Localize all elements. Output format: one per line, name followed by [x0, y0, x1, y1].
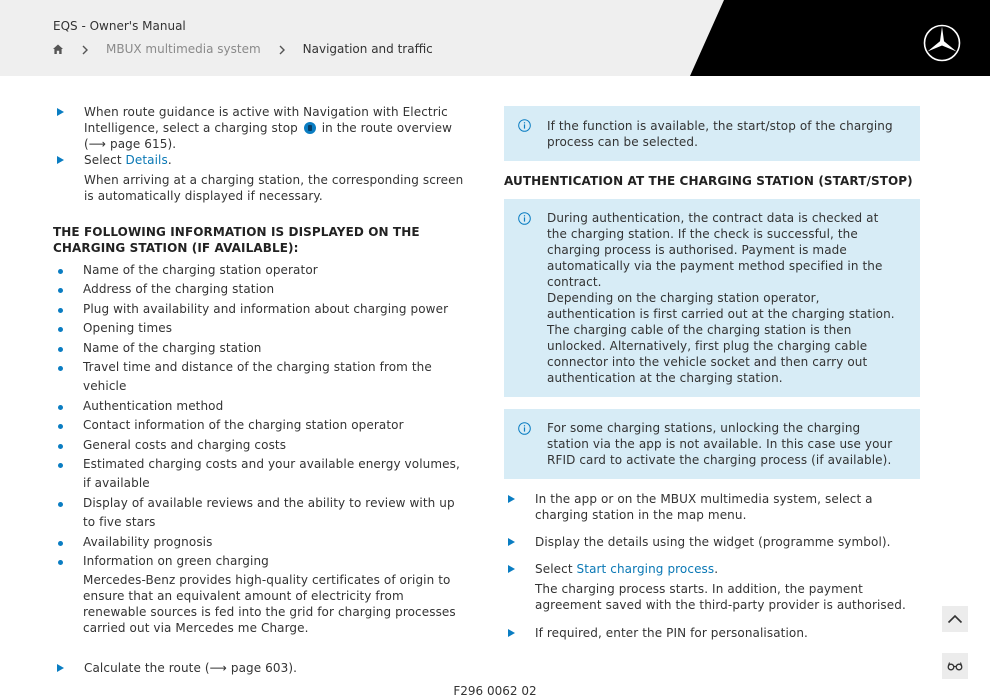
chevron-right-icon	[80, 44, 90, 54]
scroll-to-top-button[interactable]	[942, 606, 968, 632]
list-item: General costs and charging costs	[53, 436, 469, 455]
info-icon	[518, 119, 531, 132]
reading-mode-button[interactable]	[942, 653, 968, 679]
breadcrumb-mbux-link[interactable]: MBUX multimedia system	[106, 42, 261, 56]
info-bullet-list	[53, 261, 469, 572]
glasses-icon	[947, 661, 963, 671]
step-result: The charging process starts. In addition, the payment agreement saved with the third-party provider is authorised.	[535, 582, 906, 612]
list-item: Contact information of the charging station operator	[53, 416, 469, 435]
step-select-details: Select Details. When arriving at a charging station, the corresponding screen is automatically displayed if necessary.	[53, 152, 469, 204]
section-heading-authentication: AUTHENTICATION AT THE CHARGING STATION (START/STOP)	[504, 174, 913, 188]
step-calculate-route: Calculate the route (⟶ page 603).	[53, 660, 469, 676]
list-item: Plug with availability and information about charging power	[53, 300, 469, 319]
step-arrow-icon	[57, 108, 64, 116]
step-arrow-icon	[57, 156, 64, 164]
step-arrow-icon	[57, 664, 64, 672]
home-icon[interactable]	[52, 43, 64, 55]
start-charging-process-link[interactable]: Start charging process	[576, 562, 715, 576]
document-code: F296 0062 02	[453, 684, 537, 698]
list-item: Opening times	[53, 319, 469, 338]
charging-stop-icon	[304, 122, 316, 134]
step-select-charging-stop: When route guidance is active with Navigation with Electric Intelligence, select a charging stop in the route overview (⟶ page 615).	[53, 104, 469, 152]
step-arrow-icon	[508, 629, 515, 637]
chevron-up-icon	[947, 614, 963, 624]
step-arrow-icon	[508, 495, 515, 503]
list-item: Estimated charging costs and your available energy volumes, if available	[53, 455, 469, 494]
page-header	[0, 0, 990, 76]
info-box-authentication: During authentication, the contract data is checked at the charging station. If the check is successful, the charging process is authorised. Payment is made automatically via the payment method specified in the contract. Depending on the charging station operator, authentication is first carried out at the charging station. The charging cable of the charging station is then unlocked. Alternatively, first plug the charging cable connector into the vehicle socket and then carry out authentication at the charging station.	[504, 199, 920, 397]
info-icon	[518, 212, 531, 225]
list-item: Information on green charging	[53, 552, 469, 571]
chevron-right-icon	[277, 44, 287, 54]
info-box-start-stop: If the function is available, the start/stop of the charging process can be selected.	[504, 106, 920, 161]
breadcrumb-current: Navigation and traffic	[302, 42, 433, 56]
step-arrow-icon	[508, 538, 515, 546]
list-item: Address of the charging station	[53, 280, 469, 299]
step-start-charging: Select Start charging process. The charging process starts. In addition, the payment agreement saved with the third-party provider is authorised.	[504, 561, 920, 613]
right-column	[504, 106, 920, 641]
list-item: Display of available reviews and the ability to review with up to five stars	[53, 494, 469, 533]
manual-title: EQS - Owner's Manual	[53, 19, 186, 33]
section-heading-displayed-info: THE FOLLOWING INFORMATION IS DISPLAYED ON THE CHARGING STATION (IF AVAILABLE):	[53, 225, 420, 255]
step-enter-pin: If required, enter the PIN for personalisation.	[504, 625, 920, 641]
breadcrumb	[52, 41, 433, 57]
step-result: When arriving at a charging station, the corresponding screen is automatically displayed if necessary.	[84, 173, 464, 203]
left-column	[53, 104, 469, 676]
step-select-station-map: In the app or on the MBUX multimedia system, select a charging station in the map menu.	[504, 491, 920, 523]
step-display-details: Display the details using the widget (programme symbol).	[504, 534, 920, 550]
info-box-rfid: For some charging stations, unlocking the charging station via the app is not available. In this case use your RFID card to activate the charging process (if available).	[504, 409, 920, 479]
info-icon	[518, 422, 531, 435]
details-link[interactable]: Details	[125, 153, 168, 167]
list-item: Authentication method	[53, 397, 469, 416]
step-arrow-icon	[508, 565, 515, 573]
list-item: Availability prognosis	[53, 533, 469, 552]
list-item: Travel time and distance of the charging station from the vehicle	[53, 358, 469, 397]
list-item: Name of the charging station operator	[53, 261, 469, 280]
mercedes-star-logo	[923, 24, 961, 62]
list-item: Name of the charging station	[53, 339, 469, 358]
green-charging-note: Mercedes-Benz provides high-quality certificates of origin to ensure that an equivalent amount of electricity from renewable sources is fed into the grid for charging processes carried out via Mercedes me Charge.	[83, 572, 456, 635]
